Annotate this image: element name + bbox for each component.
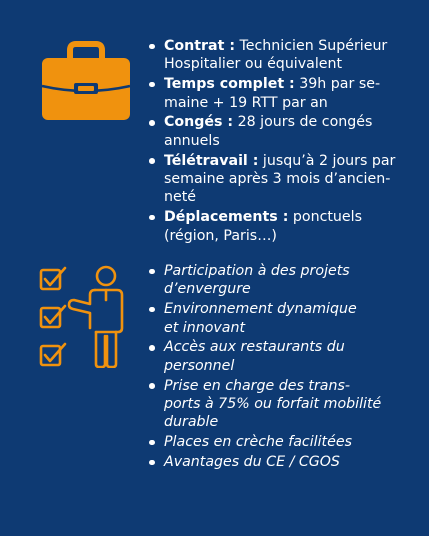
list-item — [147, 75, 422, 112]
bullet-icon — [149, 345, 155, 351]
bullet-icon — [149, 307, 155, 313]
checklist-person-icon — [38, 264, 130, 368]
bullet-icon — [149, 120, 155, 126]
bullet-icon — [149, 383, 155, 389]
bullet-icon — [149, 158, 155, 164]
list-item — [147, 377, 422, 432]
item-line: Temps complet : 39h par se- — [164, 76, 381, 93]
list-item — [147, 433, 422, 451]
item-label: Temps complet : — [164, 76, 295, 93]
item-line: personnel — [164, 357, 235, 374]
bullet-icon — [149, 44, 155, 50]
item-label: Télétravail : — [164, 152, 259, 169]
list-item — [147, 262, 422, 299]
item-line: Environnement dynamique — [164, 301, 357, 318]
list-item — [147, 113, 422, 150]
item-label: Congés : — [164, 114, 234, 131]
briefcase-icon — [38, 38, 134, 122]
list-item — [147, 152, 422, 207]
item-line: Prise en charge des trans- — [164, 377, 350, 394]
item-line: Places en crèche facilitées — [164, 434, 352, 451]
item-label: Contrat : — [164, 38, 236, 54]
item-line: Participation à des projets — [164, 263, 350, 279]
list-item — [147, 208, 422, 245]
item-line: durable — [164, 414, 219, 431]
item-line: et innovant — [164, 319, 246, 336]
item-line: Hospitalier ou équivalent — [164, 56, 343, 73]
item-line: maine + 19 RTT par an — [164, 94, 328, 111]
item-label: Déplacements : — [164, 209, 289, 226]
item-line: neté — [164, 189, 197, 206]
item-line: Accès aux restaurants du — [164, 339, 345, 356]
item-line: semaine après 3 mois d’ancien- — [164, 171, 391, 188]
item-line: Contrat : Technicien Supérieur — [164, 38, 388, 54]
contract-details-list — [147, 37, 422, 246]
item-line: Déplacements : ponctuels — [164, 209, 362, 226]
item-line: d’envergure — [164, 281, 251, 298]
bullet-icon — [149, 440, 155, 446]
item-line: Avantages du CE / CGOS — [164, 454, 340, 471]
item-line: annuels — [164, 132, 220, 149]
item-line: Congés : 28 jours de congés — [164, 114, 373, 131]
list-item — [147, 37, 422, 74]
item-line: Télétravail : jusqu’à 2 jours par — [164, 152, 396, 169]
list-item — [147, 300, 422, 337]
bullet-icon — [149, 82, 155, 88]
bullet-icon — [149, 269, 155, 275]
benefits-list — [147, 262, 422, 473]
bullet-icon — [149, 460, 155, 466]
list-item — [147, 338, 422, 375]
item-line: (région, Paris…) — [164, 227, 277, 244]
bullet-icon — [149, 215, 155, 221]
list-item — [147, 453, 422, 471]
item-line: ports à 75% ou forfait mobilité — [164, 396, 382, 413]
